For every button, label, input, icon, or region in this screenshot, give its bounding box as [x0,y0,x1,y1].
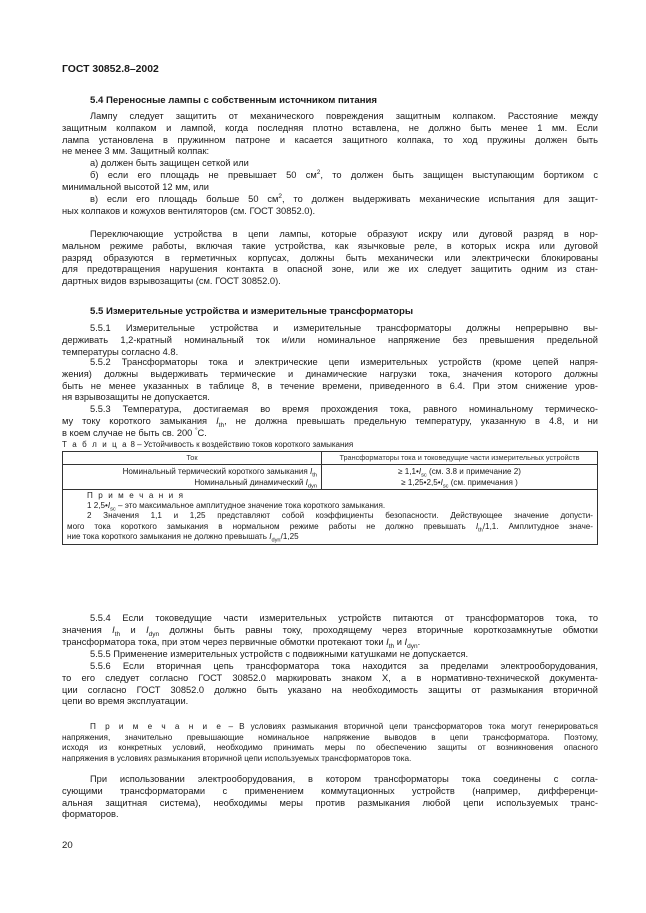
column-header: Трансформаторы тока и токоведущие части измерительных устройств [322,452,598,465]
table-note: ние тока короткого замыкания не должно превышать $I_{dyn}/1,25$ [67,532,299,544]
text-line: При использовании электрооборудования, в котором трансформаторы тока соединены с согла- [90,774,598,784]
text-line: Переключающие устройства в цепи лампы, которые образуют искру или дуговой разряд в нор- [90,229,598,239]
note-5-5-6 [62,722,598,764]
text-line: 5.5.3 Температура, достигаемая во время прохождения тока, равного номинальному термическо- [90,404,598,414]
text-line: форматоров. [62,809,119,820]
text-line [62,722,598,733]
text-line: мальном режиме работы, включая такие устройства, как язычковые реле, в которых искра или дуговой [62,240,598,251]
text-line: 5.5.6 Если вторичная цепь трансформатора тока находится за пределами электрооборудования, [90,661,598,671]
text-line: трансформатора тока, при этом через первичные обмотки протекают токи $I_{th}$ и $I_{dyn}$. [62,636,421,650]
text-fragment: б) если его площадь не превышает 50 см [90,170,317,180]
cell-text: ≥ $1,1•I_{sc}$ (см. 3.8 и примечание 2) [398,466,521,479]
text-line: быть не менее указанных в таблице 8, в течение времени, приведенного в 6.4. При этом снижение уров- [62,380,598,391]
list-item-c [62,194,598,218]
para-5-4-switching [62,229,598,288]
text-line: не менее 3 мм. Защитный колпак: [62,146,210,157]
table-cell: Номинальный термический короткого замыкания $I_{th}$ Номинальный динамический $I_{dyn}$ [63,464,322,489]
text-line: напряжения в условиях размыкания вторичной цепи используемых трансформаторов тока. [62,753,412,763]
text-line: для предотвращения нарушения контакта в опасной зоне, или же их следует защитить одним из стан- [62,264,598,275]
superscript: 2 [316,168,321,176]
text-line: напряжения, значительно превышающие номинальное напряжение выводов в цепи трансформатора. Поэтому, [62,732,598,742]
page-number: 20 [62,840,73,851]
text-line [62,170,598,182]
text-line: 5.5.1 Измерительные устройства и измерительные трансформаторы должны непрерывно вы- [90,323,598,333]
text-line: альная защитная система), необходимы меры против размыкания любой цепи используемых транс- [62,797,598,808]
text-line: жения) должны выдерживать термические и динамические нагрузки тока, значения которого должны [62,368,598,379]
table-notes-row [63,489,598,544]
text-fragment: – В условиях размыкания вторичной цепи трансформаторов тока могут генерироваться [222,722,598,731]
text-line: а) должен быть защищен сеткой или [90,158,249,168]
para-5-5-5 [62,649,598,661]
text-line: значения $I_{th}$ и $I_{dyn}$ должны быть равны току, проходящему через вторичные короткозамкнутые обмотки [62,624,598,638]
section-5-5-title: 5.5 Измерительные устройства и измерительные трансформаторы [90,306,414,317]
text-line: то его следует согласно ГОСТ 30852.0 маркировать знаком Х, а в нормативно-технической документа- [62,672,598,683]
column-header: Ток [63,452,322,465]
cell-text: Номинальный термический короткого замыкания [122,466,311,476]
para-5-5-2 [62,357,598,404]
text-fragment: , то должен быть защищен выступающим бортиком с [320,170,598,180]
text-fragment: С. [197,427,207,438]
text-line: защитным колпаком и лампой, когда последняя плотно вставлена, не должно быть менее 1 мм. Если [62,122,598,133]
notes-title: П р и м е ч а н и я [87,490,185,500]
text-fragment: в) если его площадь больше 50 см [90,194,279,204]
text-line: ных колпаков и кожухов вентиляторов (см. ГОСТ 30852.0). [62,205,316,216]
text-line: исходя из конкретных условий, необходимо принимать меры по обеспечению защиты от возникновения опасного [62,743,598,753]
text-line: разряд образуются в герметичных корпусах, должны быть механически или электрически блокированы [62,252,598,263]
para-final [62,774,598,821]
caption-text: 8 – Устойчивость к воздействию токов короткого замыкания [128,440,354,449]
table-caption [62,440,353,449]
list-item-b [62,170,598,194]
text-line: температуры согласно 4.8. [62,346,179,357]
caption-label: Т а б л и ц а [62,440,129,449]
table-8 [62,451,598,545]
table-note: 2 Значения 1,1 и 1,25 представляют собой коэффициенты безопасности. Действующее значение допусти- [87,511,593,521]
text-line: держивать 1,2-кратный номинальный ток и/или номинальное напряжение без превышения предельной [62,334,598,345]
text-line: цепи во время эксплуатации. [62,696,189,707]
section-5-4-title: 5.4 Переносные лампы с собственным источником питания [90,95,378,106]
para-5-5-3 [62,404,598,439]
document-code: ГОСТ 30852.8–2002 [62,64,159,75]
table-notes [63,489,598,544]
text-line: Лампу следует защитить от механического повреждения защитным колпаком. Расстояние между [90,111,598,121]
text-line: 5.5.5 Применение измерительных устройств с подвижными катушками не допускается. [90,649,469,659]
text-line: сующими трансформаторами с применением коммутационных устройств (например, дифференци- [62,785,598,796]
text-line: лампа установлена в пружинном патроне и касается защитного колпака, то ход пружины должен быть [62,134,598,145]
text-line: ции согласно ГОСТ 30852.0 должно быть указано на необходимость защиты от размыкания вторичной [62,684,598,695]
text-line [62,428,598,440]
para-5-5-6 [62,661,598,708]
list-item-a [62,158,598,170]
text-line: дартных видов взрывозащиты (см. ГОСТ 30852.0). [62,276,281,287]
para-5-5-4 [62,613,598,648]
text-line: 5.5.4 Если токоведущие части измерительных устройств питаются от трансформаторов тока, то [90,613,598,623]
text-fragment: , то должен выдерживать механические испытания для защит- [282,194,599,204]
superscript: ° [194,426,198,434]
table-note: мого тока короткого замыкания в нормальном режиме работы не должно превышать $I_{th}/1,1$. Амплитудное значе- [67,521,593,534]
table-row [63,464,598,489]
cell-text: Номинальный динамический [194,477,306,487]
para-5-4-intro [62,111,598,158]
text-line [62,194,598,206]
text-line: му току короткого замыкания $I_{th}$, не должна превышать предельную температуру, указанную в 4.8, и ни [62,415,599,429]
text-line: ня взрывозащиты не допускается. [62,392,210,403]
para-5-5-1 [62,323,598,358]
table-cell [322,464,598,489]
cell-text: ≥ $1,25•2,5•I_{sc}$ (см. примечания ) [401,477,518,490]
superscript: 2 [278,192,282,200]
text-line: минимальной высотой 12 мм, или [62,181,209,192]
table-note: 1 $2,5•I_{sc}$ – это максимальное амплитудное значение тока короткого замыкания. [87,500,386,513]
text-fragment: му току короткого замыкания [62,415,217,426]
table-header-row [63,452,598,465]
text-line: 5.5.2 Трансформаторы тока и электрические цепи измерительных устройств (кроме цепей напря- [90,357,598,367]
text-fragment: в коем случае не быть св. 200 [62,427,195,438]
text-fragment: , не должна превышать предельную температуру, указанную в 4.8, и ни [224,415,599,426]
note-label: П р и м е ч а н и е [90,722,223,731]
